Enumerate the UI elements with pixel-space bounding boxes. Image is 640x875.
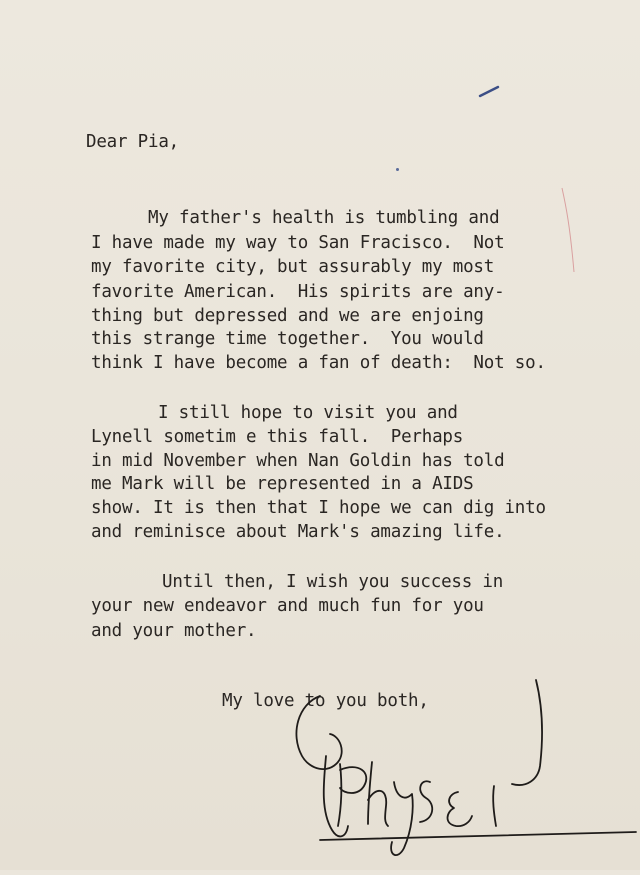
- closing: My love to you both,: [222, 691, 429, 711]
- text-line: Until then, I wish you success in: [162, 572, 504, 592]
- text-line: Lynell sometim e this fall. Perhaps: [91, 427, 464, 447]
- text-line: favorite American. His spirits are any-: [91, 282, 505, 302]
- text-line: and your mother.: [91, 621, 257, 641]
- text-line: I still hope to visit you and: [158, 403, 458, 423]
- ink-mark: [478, 84, 500, 100]
- red-pencil-mark: [558, 186, 578, 276]
- text-line: your new endeavor and much fun for you: [91, 596, 484, 616]
- text-line: me Mark will be represented in a AIDS: [91, 474, 474, 494]
- text-line: I have made my way to San Fracisco. Not: [91, 233, 505, 253]
- text-line: my favorite city, but assurably my most: [91, 257, 495, 277]
- text-line: think I have become a fan of death: Not so.: [91, 353, 546, 373]
- handwritten-signature: [280, 670, 640, 870]
- text-line: this strange time together. You would: [91, 329, 484, 349]
- text-line: show. It is then that I hope we can dig into: [91, 498, 546, 518]
- ink-dot: [396, 168, 399, 171]
- greeting: Dear Pia,: [86, 132, 180, 152]
- text-line: in mid November when Nan Goldin has told: [91, 451, 505, 471]
- text-line: and reminisce about Mark's amazing life.: [91, 522, 505, 542]
- text-line: My father's health is tumbling and: [148, 208, 500, 228]
- text-line: thing but depressed and we are enjoing: [91, 306, 484, 326]
